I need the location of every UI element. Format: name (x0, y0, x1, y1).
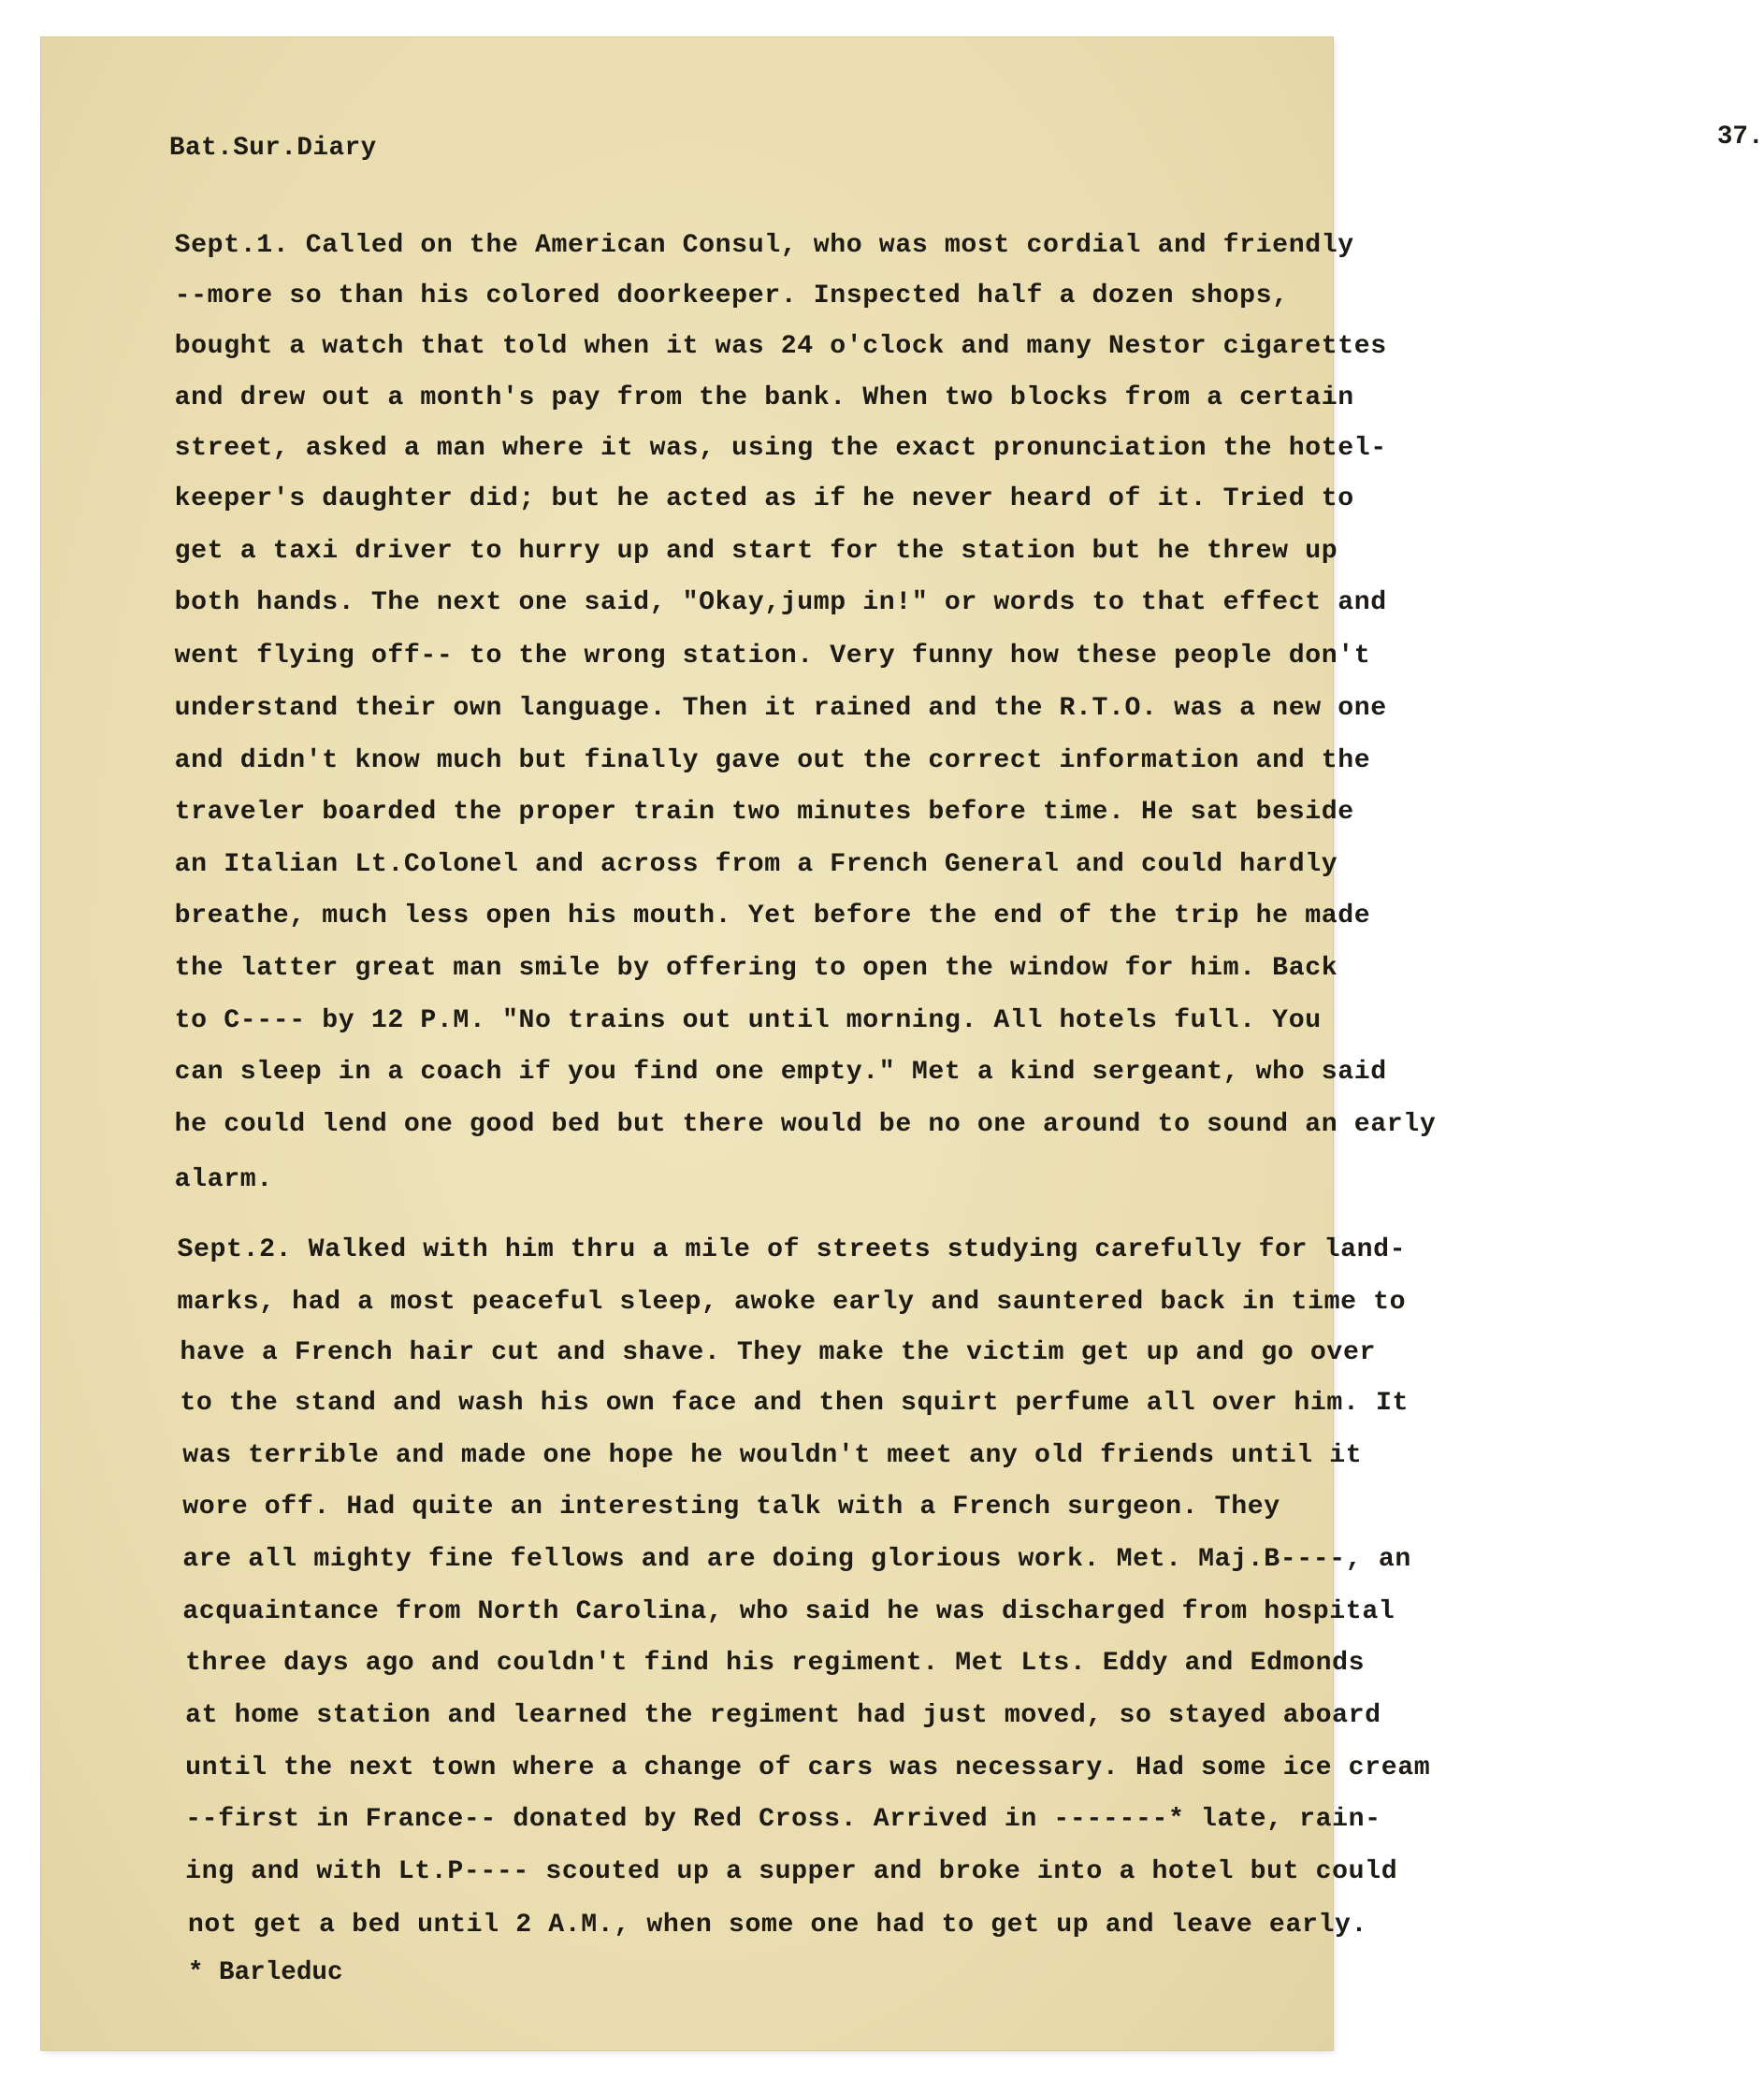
text-line: have a French hair cut and shave. They make the victim get up and go over (180, 1337, 1376, 1367)
text-line: to the stand and wash his own face and then squirt perfume all over him. It (180, 1389, 1410, 1419)
text-line: Sept.2. Walked with him thru a mile of streets studying carefully for land- (177, 1235, 1407, 1265)
text-line: are all mighty fine fellows and are doing glorious work. Met. Maj.B----, an (182, 1545, 1411, 1575)
text-line: acquaintance from North Carolina, who said he was discharged from hospital (182, 1596, 1395, 1626)
text-line: three days ago and couldn't find his regiment. Met Lts. Eddy and Edmonds (185, 1649, 1366, 1679)
text-line: was terrible and made one hope he wouldn't meet any old friends until it (182, 1440, 1363, 1470)
diary-title: Bat.Sur.Diary (168, 133, 377, 163)
text-line: alarm. (174, 1164, 273, 1194)
text-line: ing and with Lt.P---- scouted up a supper and broke into a hotel but could (185, 1856, 1398, 1886)
text-line: he could lend one good bed but there would be no one around to sound an early (174, 1110, 1437, 1140)
text-line: --more so than his colored doorkeeper. Inspected half a dozen shops, (174, 281, 1289, 311)
text-line: and didn't know much but finally gave out the correct information and the (174, 745, 1371, 775)
text-line: --first in France-- donated by Red Cross. Arrived in -------* late, rain- (185, 1805, 1381, 1835)
diary-page (41, 37, 1764, 2050)
text-line: keeper's daughter did; but he acted as if he never heard of it. Tried to (174, 483, 1354, 513)
text-line: can sleep in a coach if you find one empty." Met a kind sergeant, who said (174, 1058, 1387, 1088)
text-line: marks, had a most peaceful sleep, awoke early and sauntered back in time to (177, 1287, 1407, 1317)
text-line: Sept.1. Called on the American Consul, who was most cordial and friendly (174, 230, 1354, 260)
text-line: breathe, much less open his mouth. Yet before the end of the trip he made (174, 902, 1371, 931)
text-line: until the next town where a change of cars was necessary. Had some ice cream (185, 1753, 1431, 1782)
text-line: an Italian Lt.Colonel and across from a French General and could hardly (174, 849, 1338, 879)
text-line: and drew out a month's pay from the bank. When two blocks from a certain (174, 382, 1354, 412)
text-line: street, asked a man where it was, using the exact pronunciation the hotel- (174, 433, 1387, 463)
text-line: wore off. Had quite an interesting talk with a French surgeon. They (182, 1493, 1280, 1522)
text-line: both hands. The next one said, "Okay,jump in!" or words to that effect and (174, 588, 1387, 618)
text-line: the latter great man smile by offering to open the window for him. Back (174, 954, 1338, 984)
text-line: bought a watch that told when it was 24 o'clock and many Nestor cigarettes (174, 332, 1387, 362)
text-line: get a taxi driver to hurry up and start for the station but he threw up (174, 536, 1338, 566)
text-line: not get a bed until 2 A.M., when some one had to get up and leave early. (187, 1911, 1368, 1941)
text-line: went flying off-- to the wrong station. Very funny how these people don't (174, 642, 1371, 671)
page-number: 37. (1716, 123, 1764, 152)
text-line: understand their own language. Then it rained and the R.T.O. was a new one (174, 693, 1387, 723)
text-line: to C---- by 12 P.M. "No trains out until morning. All hotels full. You (174, 1005, 1322, 1035)
footnote: * Barleduc (187, 1958, 343, 1988)
text-line: traveler boarded the proper train two minutes before time. He sat beside (174, 798, 1354, 828)
text-line: at home station and learned the regiment had just moved, so stayed aboard (185, 1701, 1381, 1731)
